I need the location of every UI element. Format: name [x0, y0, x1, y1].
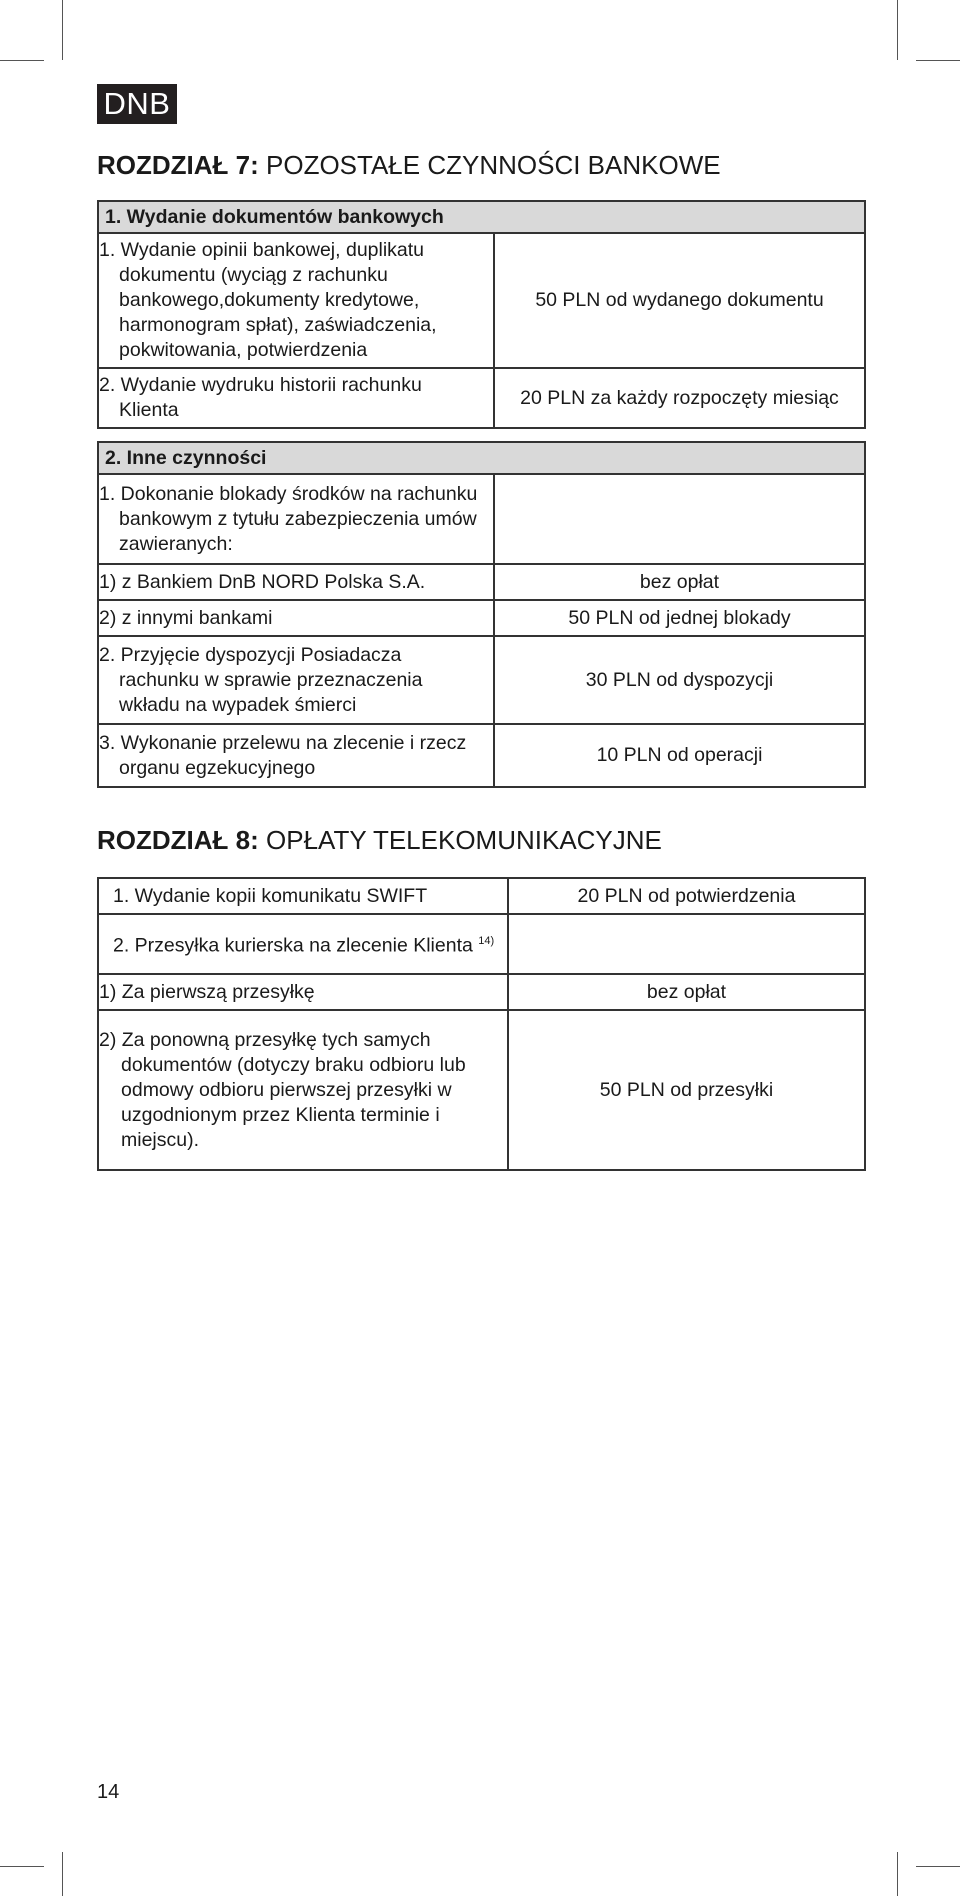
- fee-item: 2. Wydanie wydruku historii rachunku Klienta: [98, 368, 494, 428]
- section-header: 2. Inne czynności: [98, 442, 865, 474]
- crop-mark: [916, 60, 960, 61]
- crop-mark: [62, 0, 63, 60]
- fee-item: 2. Przesyłka kurierska na zlecenie Klienta $^{14)}$: [98, 914, 508, 974]
- fee-value: 50 PLN od wydanego dokumentu: [494, 233, 865, 368]
- fee-value: 30 PLN od dyspozycji: [494, 636, 865, 724]
- footnote-ref: 14): [478, 935, 495, 948]
- fee-item: 3. Wykonanie przelewu na zlecenie i rzecz organu egzekucyjnego: [98, 724, 494, 787]
- chapter-8-label: ROZDZIAŁ 8:: [97, 825, 259, 855]
- fee-value: [494, 474, 865, 564]
- fee-table-other: [97, 441, 866, 788]
- chapter-7-title: POZOSTAŁE CZYNNOŚCI BANKOWE: [266, 150, 721, 180]
- section-header: 1. Wydanie dokumentów bankowych: [98, 201, 865, 233]
- crop-mark: [0, 1866, 44, 1867]
- fee-item: 2) z innymi bankami: [98, 600, 494, 636]
- fee-item: 2) Za ponowną przesyłkę tych samych dokumentów (dotyczy braku odbioru lub odmowy odbioru pierwszej przesyłki w uzgodnionym przez Klienta terminie i miejscu).: [98, 1010, 508, 1170]
- crop-mark: [897, 1852, 898, 1896]
- fee-table-documents: [97, 200, 866, 429]
- crop-mark: [62, 1852, 63, 1896]
- fee-item: 1. Wydanie kopii komunikatu SWIFT: [98, 878, 508, 914]
- chapter-7-heading: [97, 150, 721, 181]
- fee-item: 1) z Bankiem DnB NORD Polska S.A.: [98, 564, 494, 600]
- chapter-8-heading: [97, 825, 662, 856]
- fee-item: 1. Dokonanie blokady środków na rachunku bankowym z tytułu zabezpieczenia umów zawieranych:: [98, 474, 494, 564]
- fee-value: bez opłat: [508, 974, 865, 1010]
- fee-value: bez opłat: [494, 564, 865, 600]
- fee-item: 1. Wydanie opinii bankowej, duplikatu dokumentu (wyciąg z rachunku bankowego,dokumenty kredytowe, harmonogram spłat), zaświadczenia, pokwitowania, potwierdzenia: [98, 233, 494, 368]
- dnb-logo: DNB: [97, 84, 177, 124]
- fee-value: 50 PLN od jednej blokady: [494, 600, 865, 636]
- chapter-7-label: ROZDZIAŁ 7:: [97, 150, 259, 180]
- crop-mark: [897, 0, 898, 60]
- fee-value: 10 PLN od operacji: [494, 724, 865, 787]
- fee-table-telecom: [97, 877, 866, 1171]
- crop-mark: [916, 1866, 960, 1867]
- fee-value: 50 PLN od przesyłki: [508, 1010, 865, 1170]
- chapter-8-title: OPŁATY TELEKOMUNIKACYJNE: [266, 825, 662, 855]
- fee-item: 2. Przyjęcie dyspozycji Posiadacza rachunku w sprawie przeznaczenia wkładu na wypadek śmierci: [98, 636, 494, 724]
- page-number: 14: [97, 1781, 120, 1803]
- fee-value: 20 PLN za każdy rozpoczęty miesiąc: [494, 368, 865, 428]
- fee-value: [508, 914, 865, 974]
- fee-value: 20 PLN od potwierdzenia: [508, 878, 865, 914]
- crop-mark: [0, 60, 44, 61]
- fee-item: 1) Za pierwszą przesyłkę: [98, 974, 508, 1010]
